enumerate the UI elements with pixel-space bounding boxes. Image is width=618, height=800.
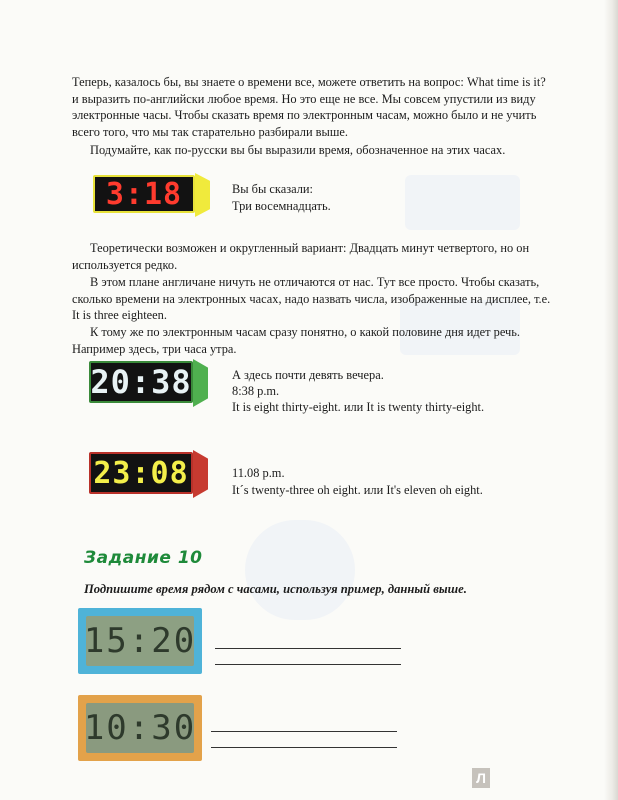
middle-paragraph-3: К тому же по электронным часам сразу понятно, о какой половине дня идет речь. Например здесь, три часа утра.	[72, 325, 521, 356]
example3-line1: 11.08 p.m.	[232, 466, 285, 480]
watermark-logo-icon: Л	[472, 768, 490, 788]
lcd-clock-10-30	[78, 695, 202, 761]
example2-line3: It is eight thirty-eight. или It is twenty thirty-eight.	[232, 400, 485, 414]
digital-clock-3-18	[88, 170, 210, 220]
background-ghost	[405, 175, 520, 230]
page-edge	[604, 0, 618, 800]
answer-line[interactable]	[215, 664, 401, 665]
clock-time: 3:18	[105, 176, 183, 212]
clock-time: 20:38	[90, 363, 192, 401]
clock-display	[89, 452, 193, 494]
task-title: Задание 10	[84, 548, 203, 568]
example2-line2: 8:38 p.m.	[232, 384, 280, 398]
example1-caption-line2: Три восемнадцать.	[232, 199, 331, 213]
lcd-display	[83, 703, 197, 753]
clock-side	[193, 450, 208, 498]
middle-paragraph-1: Теоретически возможен и округленный вариант: Двадцать минут четвертого, но он используется редко.	[72, 241, 530, 272]
lcd-clock-15-20	[78, 608, 202, 674]
background-ghost	[245, 520, 355, 620]
example2-line1: А здесь почти девять вечера.	[232, 368, 384, 382]
task-instruction: Подпишите время рядом с часами, используя пример, данный выше.	[84, 582, 467, 596]
clock-side	[195, 173, 210, 217]
clock-time: 23:08	[93, 455, 189, 491]
answer-line[interactable]	[211, 747, 397, 748]
lcd-display	[83, 616, 197, 666]
clock-display	[93, 175, 195, 213]
clock-display	[89, 361, 193, 403]
lcd-time: 10:30	[83, 708, 197, 748]
example1-caption-line1: Вы бы сказали:	[232, 182, 314, 196]
digital-clock-23-08	[84, 447, 208, 501]
intro-paragraph-2: Подумайте, как по-русски вы бы выразили время, обозначенное на этих часах.	[90, 143, 506, 157]
middle-paragraph-2: В этом плане англичане ничуть не отличаются от нас. Тут все просто. Чтобы сказать, сколько времени на электронных часах, надо назвать числа, изображенные на дисплее, т.е. It is three eighteen.	[72, 275, 551, 322]
example3-line2: It´s twenty-three oh eight. или It's eleven oh eight.	[232, 483, 483, 497]
answer-line[interactable]	[211, 731, 397, 732]
intro-paragraph-1: Теперь, казалось бы, вы знаете о времени все, можете ответить на вопрос: What time is it? и выразить по-английски любое время. Но это еще не все. Мы совсем упустили из виду электронные часы. Чтобы сказать время по электронным часам, можно было и не учить всего того, что мы так старательно разбирали выше.	[72, 75, 546, 139]
answer-line[interactable]	[215, 648, 401, 649]
clock-side	[193, 359, 208, 407]
lcd-time: 15:20	[83, 621, 197, 661]
digital-clock-20-38	[84, 356, 208, 410]
